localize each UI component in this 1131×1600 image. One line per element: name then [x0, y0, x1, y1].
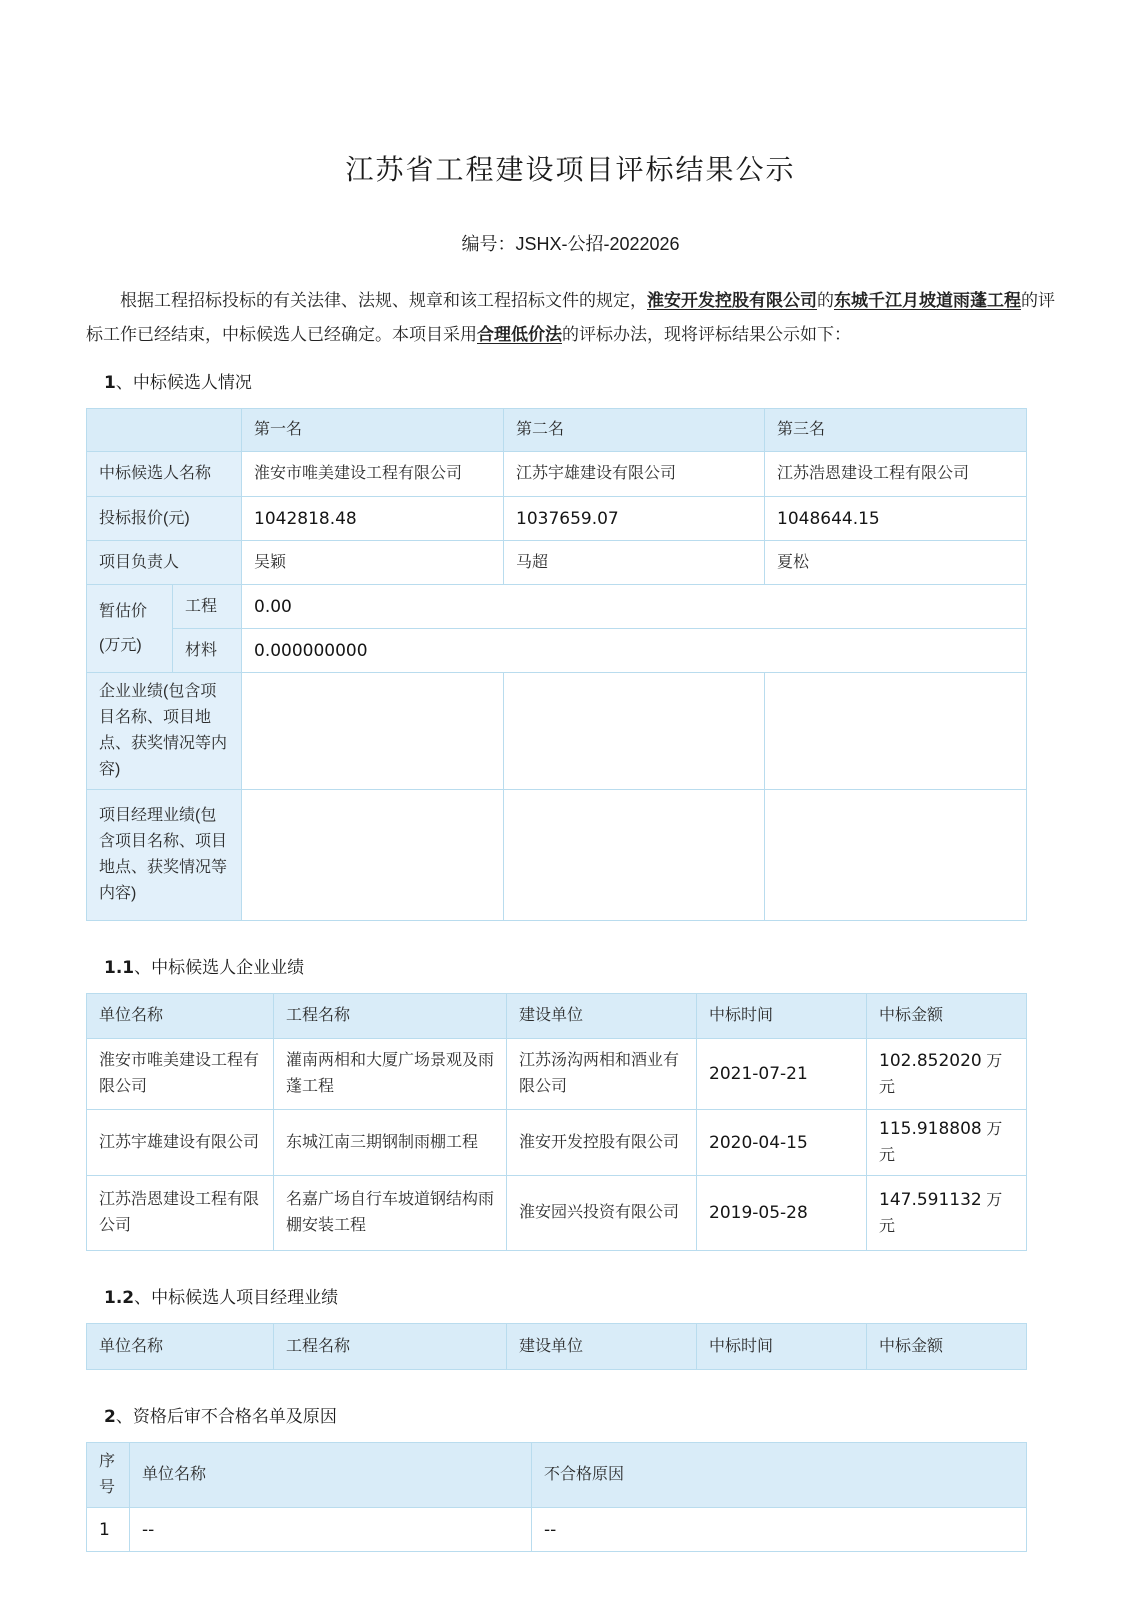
- award-amount: 115.918808 万元: [867, 1110, 1027, 1176]
- performance-header-row: [87, 994, 1027, 1039]
- disqualify-reason: --: [532, 1508, 1027, 1552]
- builder-name: 淮安园兴投资有限公司: [507, 1176, 697, 1251]
- intro-mid: 的评标工作已经结束，中标候选人已经确定。本项目采用: [86, 291, 1055, 344]
- candidate-2-manager-performance: [504, 790, 765, 921]
- candidate-3-manager: 夏松: [765, 541, 1027, 585]
- rank-1-header: 第一名: [242, 409, 504, 452]
- doc-number: 编号：JSHX-公招-2022026: [461, 234, 680, 254]
- intro-tail: 的评标办法，现将评标结果公示如下：: [562, 325, 851, 344]
- candidate-3-company-performance: [765, 673, 1027, 790]
- column-header: 序号: [87, 1443, 130, 1508]
- owner-name: 淮安开发控股有限公司: [647, 291, 817, 310]
- candidate-3-price: 1048644.15: [765, 497, 1027, 541]
- performance-header-row: [87, 1324, 1027, 1370]
- candidate-3-manager-performance: [765, 790, 1027, 921]
- manager-performance-table: [86, 1323, 1027, 1370]
- section-number: 1: [104, 373, 116, 393]
- section-1-1-heading: [104, 953, 1055, 978]
- column-header: 中标金额: [867, 1324, 1027, 1370]
- award-date: 2021-07-21: [697, 1039, 867, 1110]
- table-row-candidate-name: [87, 452, 1027, 497]
- builder-name: 淮安开发控股有限公司: [507, 1110, 697, 1176]
- column-header: 建设单位: [507, 994, 697, 1039]
- row-label: 投标报价(元): [87, 497, 242, 541]
- project-name: 东城江南三期钢制雨棚工程: [274, 1110, 507, 1176]
- column-header: 中标时间: [697, 994, 867, 1039]
- award-date: 2019-05-28: [697, 1176, 867, 1251]
- section-number: 2: [104, 1407, 116, 1427]
- section-1-heading: [104, 368, 1055, 393]
- estimate-material-value: 0.000000000: [242, 629, 1027, 673]
- company-name: --: [130, 1508, 532, 1552]
- estimate-unit: (万元): [99, 636, 142, 654]
- company-performance-table: [86, 993, 1027, 1251]
- project-name: 东城千江月坡道雨蓬工程: [834, 291, 1021, 310]
- section-1-2-heading: [104, 1283, 1055, 1308]
- estimate-label: 暂估价: [99, 602, 148, 620]
- candidates-header-row: [87, 409, 1027, 452]
- candidate-1-name: 淮安市唯美建设工程有限公司: [242, 452, 504, 497]
- section-number: 1.1: [104, 958, 135, 978]
- table-row-project-manager: [87, 541, 1027, 585]
- intro-paragraph: [86, 284, 1055, 352]
- award-amount: 102.852020 万元: [867, 1039, 1027, 1110]
- table-row: [87, 1110, 1027, 1176]
- estimate-engineering-value: 0.00: [242, 585, 1027, 629]
- candidate-2-manager: 马超: [504, 541, 765, 585]
- project-name: 名嘉广场自行车坡道钢结构雨棚安装工程: [274, 1176, 507, 1251]
- section-title: 、中标候选人情况: [115, 373, 252, 392]
- company-name: 江苏浩恩建设工程有限公司: [87, 1176, 274, 1251]
- candidate-2-company-performance: [504, 673, 765, 790]
- table-row: [87, 1039, 1027, 1110]
- row-label: 中标候选人名称: [87, 452, 242, 497]
- row-label: 项目负责人: [87, 541, 242, 585]
- column-header: 单位名称: [87, 994, 274, 1039]
- rank-3-header: 第三名: [765, 409, 1027, 452]
- column-header: 建设单位: [507, 1324, 697, 1370]
- corner-cell: [87, 409, 242, 452]
- disqualified-table: [86, 1442, 1027, 1552]
- candidate-3-name: 江苏浩恩建设工程有限公司: [765, 452, 1027, 497]
- page-title: 江苏省工程建设项目评标结果公示: [345, 154, 796, 185]
- row-label: 项目经理业绩(包含项目名称、项目地点、获奖情况等内容): [87, 790, 242, 921]
- estimate-label-cell: [87, 585, 173, 673]
- evaluation-method: 合理低价法: [477, 325, 562, 344]
- table-row-estimate-engineering: [87, 585, 1027, 629]
- section-number: 1.2: [104, 1288, 135, 1308]
- column-header: 不合格原因: [532, 1443, 1027, 1508]
- rank-2-header: 第二名: [504, 409, 765, 452]
- section-2-heading: [104, 1402, 1055, 1427]
- section-title: 、中标候选人项目经理业绩: [134, 1288, 339, 1307]
- column-header: 工程名称: [274, 994, 507, 1039]
- table-row-bid-price: [87, 497, 1027, 541]
- row-index: 1: [87, 1508, 130, 1552]
- column-header: 工程名称: [274, 1324, 507, 1370]
- intro-conj: 的: [817, 291, 834, 310]
- table-row-company-performance: [87, 673, 1027, 790]
- candidate-1-price: 1042818.48: [242, 497, 504, 541]
- award-amount: 147.591132 万元: [867, 1176, 1027, 1251]
- table-row-manager-performance: [87, 790, 1027, 921]
- company-name: 江苏宇雄建设有限公司: [87, 1110, 274, 1176]
- disqualified-header-row: [87, 1443, 1027, 1508]
- row-label: 企业业绩(包含项目名称、项目地点、获奖情况等内容): [87, 673, 242, 790]
- company-name: 淮安市唯美建设工程有限公司: [87, 1039, 274, 1110]
- estimate-sub-label: 工程: [173, 585, 242, 629]
- candidates-table: [86, 408, 1027, 921]
- section-title: 、资格后审不合格名单及原因: [115, 1407, 337, 1426]
- project-name: 灌南两相和大厦广场景观及雨蓬工程: [274, 1039, 507, 1110]
- estimate-sub-label: 材料: [173, 629, 242, 673]
- section-title: 、中标候选人企业业绩: [134, 958, 305, 977]
- column-header: 单位名称: [130, 1443, 532, 1508]
- table-row: [87, 1508, 1027, 1552]
- candidate-1-manager-performance: [242, 790, 504, 921]
- column-header: 中标时间: [697, 1324, 867, 1370]
- builder-name: 江苏汤沟两相和酒业有限公司: [507, 1039, 697, 1110]
- candidate-2-price: 1037659.07: [504, 497, 765, 541]
- table-row-estimate-material: [87, 629, 1027, 673]
- candidate-1-company-performance: [242, 673, 504, 790]
- column-header: 单位名称: [87, 1324, 274, 1370]
- candidate-2-name: 江苏宇雄建设有限公司: [504, 452, 765, 497]
- table-row: [87, 1176, 1027, 1251]
- award-date: 2020-04-15: [697, 1110, 867, 1176]
- column-header: 中标金额: [867, 994, 1027, 1039]
- intro-lead: 根据工程招标投标的有关法律、法规、规章和该工程招标文件的规定，: [120, 291, 647, 310]
- candidate-1-manager: 吴颖: [242, 541, 504, 585]
